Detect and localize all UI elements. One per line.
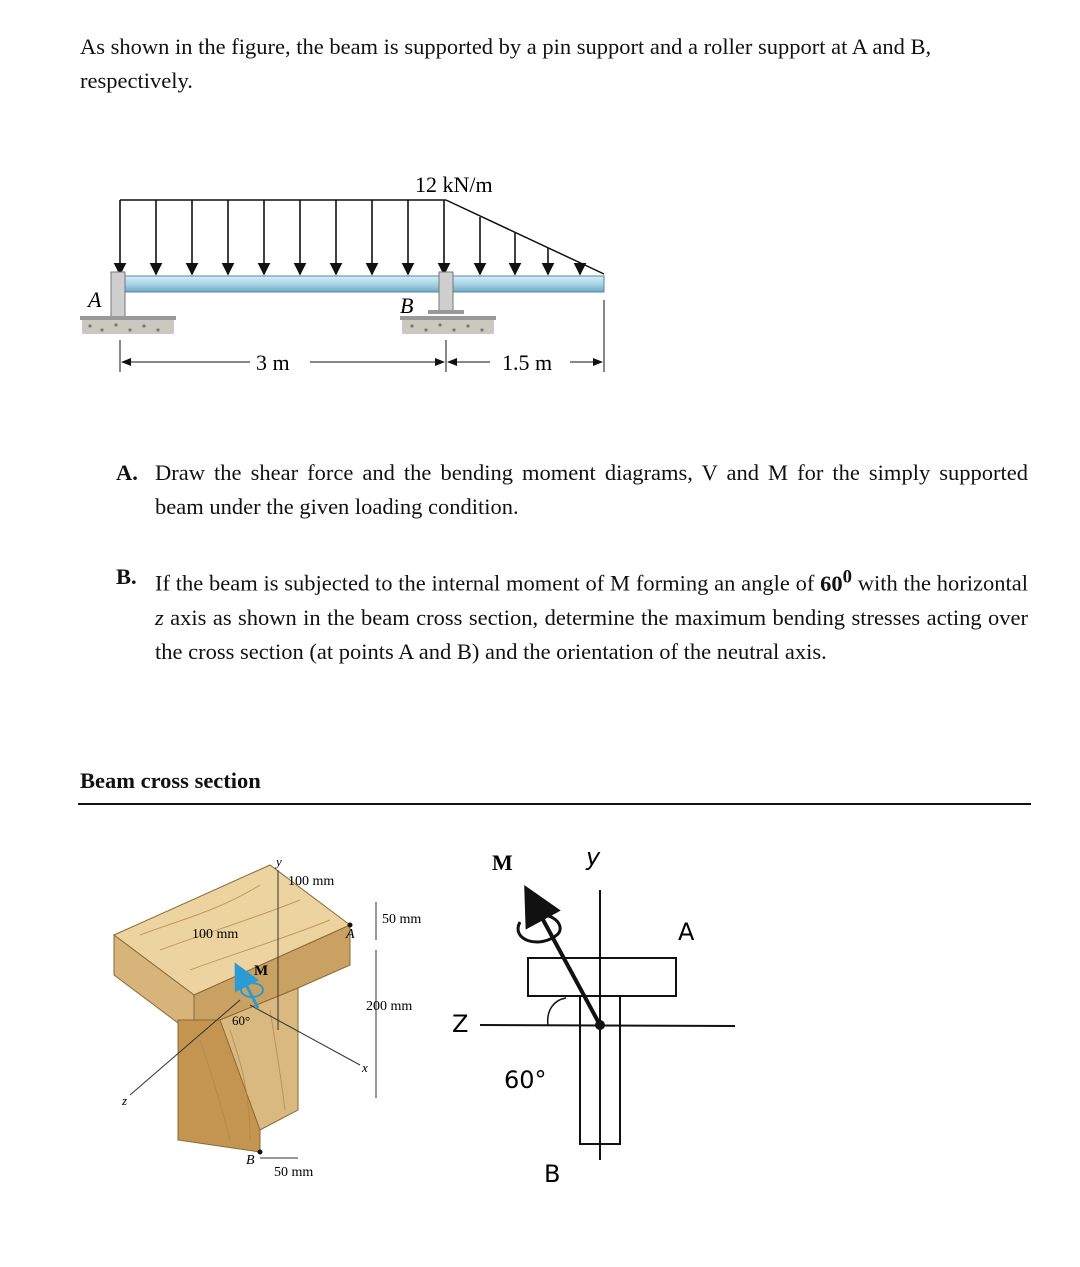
span-ab-label: 3 m bbox=[256, 350, 290, 375]
point-b-marker bbox=[258, 1150, 263, 1155]
beam-load-figure bbox=[70, 150, 630, 390]
sketch-y-label: y bbox=[586, 843, 601, 871]
hand-sketch-figure bbox=[440, 830, 750, 1200]
sketch-moment-label: M bbox=[492, 850, 513, 875]
sketch-z-label: Z bbox=[452, 1010, 469, 1038]
question-b-letter: B. bbox=[116, 564, 137, 589]
cross-section-3d-figure bbox=[100, 840, 440, 1200]
dim-100mm-left: 100 mm bbox=[192, 927, 239, 942]
x-axis-label: x bbox=[362, 1060, 368, 1075]
moment-label: M bbox=[254, 963, 269, 979]
sketch-origin bbox=[595, 1020, 605, 1030]
dim-100mm-right: 100 mm bbox=[288, 874, 335, 889]
distributed-load-arrows bbox=[120, 200, 580, 274]
point-b-label: B bbox=[246, 1153, 255, 1168]
dim-200mm: 200 mm bbox=[366, 999, 413, 1014]
sketch-z-axis bbox=[480, 1025, 735, 1026]
z-axis-variable: z bbox=[155, 604, 164, 630]
load-slope-line bbox=[446, 200, 604, 274]
question-b-text bbox=[155, 560, 1028, 669]
dim-50mm-flange: 50 mm bbox=[382, 912, 422, 927]
angle-superscript: 0 bbox=[842, 566, 852, 587]
point-a-label: A bbox=[346, 927, 355, 942]
sketch-angle-arc bbox=[548, 998, 566, 1026]
y-axis-label: y bbox=[276, 854, 282, 869]
support-b-label: B bbox=[400, 293, 414, 318]
question-a-text: Draw the shear force and the bending moment diagrams, V and M for the simply supported beam under the given loading condition. bbox=[155, 460, 1028, 519]
overhang-label: 1.5 m bbox=[502, 350, 553, 375]
sketch-moment-curl bbox=[518, 915, 560, 942]
section-divider bbox=[78, 803, 1031, 805]
sketch-point-a: A bbox=[678, 918, 695, 946]
question-b-text-part2: with the horizontal bbox=[851, 570, 1029, 596]
sketch-point-b: B bbox=[544, 1160, 561, 1188]
angle-label: 60° bbox=[232, 1013, 251, 1028]
sketch-flange bbox=[528, 958, 676, 996]
load-label: 12 kN/m bbox=[415, 172, 493, 197]
question-a bbox=[116, 456, 1028, 524]
dim-50mm-web: 50 mm bbox=[274, 1165, 314, 1180]
question-a-letter: A. bbox=[116, 460, 138, 485]
support-a-label: A bbox=[88, 287, 102, 312]
beam bbox=[120, 276, 604, 292]
question-b bbox=[116, 560, 1028, 669]
intro-text: As shown in the figure, the beam is supported by a pin support and a roller support at A and B, respectively. bbox=[80, 34, 932, 93]
cross-section-title: Beam cross section bbox=[80, 768, 261, 793]
angle-value: $60^0$ bbox=[820, 566, 852, 596]
question-b-text-part1: If the beam is subjected to the internal moment of M forming an angle of bbox=[155, 570, 821, 596]
z-axis-label: z bbox=[122, 1093, 128, 1108]
sketch-angle-label: 60° bbox=[504, 1066, 547, 1094]
question-b-text-part3: axis as shown in the beam cross section, determine the maximum bending stresses acting over the cross section (at points A and B) and the orientation of the neutral axis. bbox=[155, 604, 1028, 664]
